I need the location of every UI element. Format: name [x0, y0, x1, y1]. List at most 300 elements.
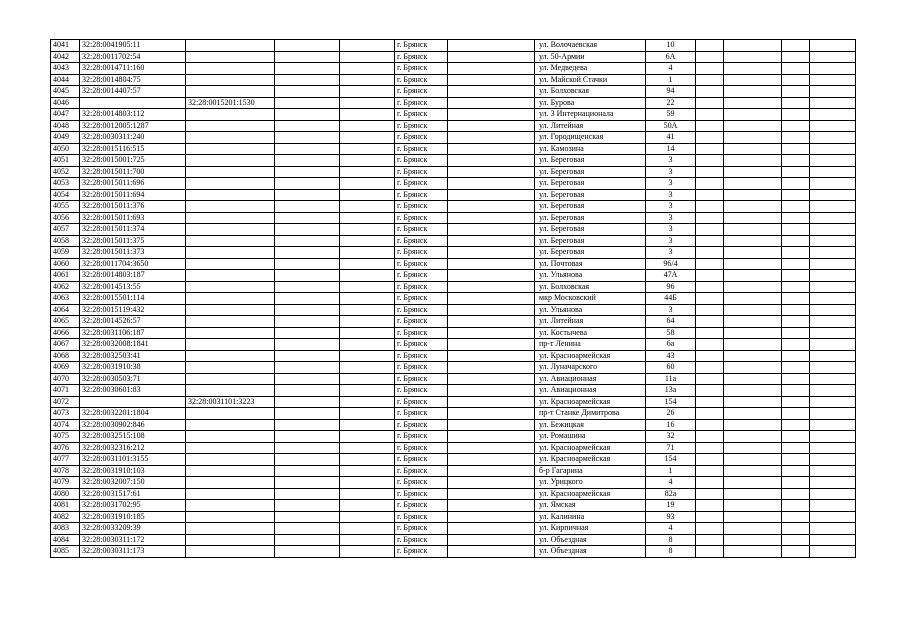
- house-number-cell: 47А: [646, 270, 696, 282]
- table-row: [51, 201, 856, 213]
- row-number-cell: 4065: [51, 316, 80, 328]
- empty-cell: [810, 63, 856, 75]
- empty-cell: [448, 189, 535, 201]
- street-cell: ул. Красноармейская: [535, 396, 646, 408]
- city-cell: г. Брянск: [395, 408, 448, 420]
- empty-cell: [275, 477, 340, 489]
- city-cell: г. Брянск: [395, 201, 448, 213]
- cadastral-number-cell: 32:28:0030902:846: [80, 419, 186, 431]
- empty-cell: [724, 511, 782, 523]
- street-cell: ул. Береговая: [535, 178, 646, 190]
- empty-cell: [696, 155, 724, 167]
- empty-cell: [696, 178, 724, 190]
- empty-cell: [724, 270, 782, 282]
- empty-cell: [810, 97, 856, 109]
- building-cadastral-cell: [186, 465, 275, 477]
- empty-cell: [340, 120, 395, 132]
- empty-cell: [275, 293, 340, 305]
- empty-cell: [810, 132, 856, 144]
- empty-cell: [448, 166, 535, 178]
- row-number-cell: 4064: [51, 304, 80, 316]
- empty-cell: [724, 419, 782, 431]
- empty-cell: [696, 224, 724, 236]
- house-number-cell: 4: [646, 63, 696, 75]
- empty-cell: [340, 97, 395, 109]
- city-cell: г. Брянск: [395, 523, 448, 535]
- table-row: [51, 120, 856, 132]
- cadastral-number-cell: 32:28:0012005:1287: [80, 120, 186, 132]
- house-number-cell: 3: [646, 247, 696, 259]
- building-cadastral-cell: [186, 120, 275, 132]
- empty-cell: [696, 408, 724, 420]
- empty-cell: [696, 201, 724, 213]
- street-cell: ул. Береговая: [535, 247, 646, 259]
- empty-cell: [782, 293, 810, 305]
- empty-cell: [782, 465, 810, 477]
- empty-cell: [810, 189, 856, 201]
- house-number-cell: 154: [646, 396, 696, 408]
- empty-cell: [782, 132, 810, 144]
- building-cadastral-cell: [186, 477, 275, 489]
- house-number-cell: 19: [646, 500, 696, 512]
- empty-cell: [724, 293, 782, 305]
- city-cell: г. Брянск: [395, 500, 448, 512]
- empty-cell: [696, 212, 724, 224]
- table-row: [51, 74, 856, 86]
- cadastral-number-cell: 32:28:0031517:61: [80, 488, 186, 500]
- empty-cell: [810, 327, 856, 339]
- row-number-cell: 4073: [51, 408, 80, 420]
- empty-cell: [810, 488, 856, 500]
- cadastral-number-cell: 32:28:0015011:373: [80, 247, 186, 259]
- empty-cell: [724, 109, 782, 121]
- empty-cell: [724, 316, 782, 328]
- empty-cell: [696, 385, 724, 397]
- empty-cell: [782, 40, 810, 52]
- row-number-cell: 4052: [51, 166, 80, 178]
- empty-cell: [448, 316, 535, 328]
- empty-cell: [275, 408, 340, 420]
- city-cell: г. Брянск: [395, 465, 448, 477]
- building-cadastral-cell: [186, 132, 275, 144]
- empty-cell: [696, 120, 724, 132]
- city-cell: г. Брянск: [395, 454, 448, 466]
- empty-cell: [810, 212, 856, 224]
- empty-cell: [275, 546, 340, 558]
- row-number-cell: 4045: [51, 86, 80, 98]
- row-number-cell: 4043: [51, 63, 80, 75]
- house-number-cell: 4: [646, 477, 696, 489]
- empty-cell: [724, 523, 782, 535]
- row-number-cell: 4057: [51, 224, 80, 236]
- empty-cell: [782, 431, 810, 443]
- building-cadastral-cell: [186, 74, 275, 86]
- city-cell: г. Брянск: [395, 212, 448, 224]
- building-cadastral-cell: [186, 40, 275, 52]
- empty-cell: [340, 270, 395, 282]
- empty-cell: [340, 465, 395, 477]
- cadastral-number-cell: 32:28:0014803:112: [80, 109, 186, 121]
- empty-cell: [275, 63, 340, 75]
- building-cadastral-cell: [186, 546, 275, 558]
- empty-cell: [724, 304, 782, 316]
- empty-cell: [782, 419, 810, 431]
- cadastral-number-cell: 32:28:0032515:108: [80, 431, 186, 443]
- empty-cell: [696, 74, 724, 86]
- empty-cell: [782, 500, 810, 512]
- building-cadastral-cell: [186, 419, 275, 431]
- table-row: [51, 373, 856, 385]
- empty-cell: [724, 247, 782, 259]
- empty-cell: [275, 247, 340, 259]
- empty-cell: [810, 178, 856, 190]
- empty-cell: [696, 293, 724, 305]
- house-number-cell: 94: [646, 86, 696, 98]
- empty-cell: [782, 488, 810, 500]
- empty-cell: [724, 465, 782, 477]
- cadastral-number-cell: 32:28:0031702:95: [80, 500, 186, 512]
- table-row: [51, 281, 856, 293]
- empty-cell: [724, 396, 782, 408]
- house-number-cell: 71: [646, 442, 696, 454]
- empty-cell: [696, 258, 724, 270]
- empty-cell: [340, 178, 395, 190]
- empty-cell: [724, 339, 782, 351]
- empty-cell: [782, 304, 810, 316]
- row-number-cell: 4078: [51, 465, 80, 477]
- city-cell: г. Брянск: [395, 281, 448, 293]
- house-number-cell: 93: [646, 511, 696, 523]
- empty-cell: [724, 385, 782, 397]
- empty-cell: [782, 327, 810, 339]
- empty-cell: [782, 235, 810, 247]
- row-number-cell: 4080: [51, 488, 80, 500]
- empty-cell: [810, 247, 856, 259]
- table-row: [51, 431, 856, 443]
- cadastral-number-cell: 32:28:0032316:212: [80, 442, 186, 454]
- row-number-cell: 4044: [51, 74, 80, 86]
- empty-cell: [448, 132, 535, 144]
- row-number-cell: 4061: [51, 270, 80, 282]
- empty-cell: [782, 155, 810, 167]
- empty-cell: [724, 500, 782, 512]
- empty-cell: [810, 500, 856, 512]
- row-number-cell: 4085: [51, 546, 80, 558]
- register-table: [50, 39, 856, 558]
- house-number-cell: 4: [646, 523, 696, 535]
- empty-cell: [782, 350, 810, 362]
- empty-cell: [275, 488, 340, 500]
- cadastral-number-cell: 32:28:0031101:3155: [80, 454, 186, 466]
- city-cell: г. Брянск: [395, 247, 448, 259]
- empty-cell: [724, 362, 782, 374]
- empty-cell: [275, 74, 340, 86]
- city-cell: г. Брянск: [395, 258, 448, 270]
- empty-cell: [275, 235, 340, 247]
- empty-cell: [724, 408, 782, 420]
- empty-cell: [275, 86, 340, 98]
- street-cell: ул. Красноармейская: [535, 488, 646, 500]
- empty-cell: [724, 143, 782, 155]
- empty-cell: [782, 442, 810, 454]
- empty-cell: [696, 235, 724, 247]
- table-row: [51, 247, 856, 259]
- row-number-cell: 4055: [51, 201, 80, 213]
- empty-cell: [696, 304, 724, 316]
- row-number-cell: 4084: [51, 534, 80, 546]
- empty-cell: [810, 155, 856, 167]
- table-row: [51, 534, 856, 546]
- empty-cell: [448, 396, 535, 408]
- street-cell: ул. Красноармейская: [535, 350, 646, 362]
- building-cadastral-cell: [186, 350, 275, 362]
- empty-cell: [810, 339, 856, 351]
- empty-cell: [782, 143, 810, 155]
- street-cell: ул. Камозина: [535, 143, 646, 155]
- empty-cell: [696, 40, 724, 52]
- building-cadastral-cell: [186, 270, 275, 282]
- empty-cell: [340, 155, 395, 167]
- empty-cell: [724, 63, 782, 75]
- empty-cell: [782, 454, 810, 466]
- empty-cell: [810, 235, 856, 247]
- house-number-cell: 41: [646, 132, 696, 144]
- row-number-cell: 4076: [51, 442, 80, 454]
- city-cell: г. Брянск: [395, 362, 448, 374]
- street-cell: ул. Бежицкая: [535, 419, 646, 431]
- street-cell: мкр Московский: [535, 293, 646, 305]
- empty-cell: [810, 396, 856, 408]
- empty-cell: [448, 327, 535, 339]
- street-cell: ул. Болховская: [535, 86, 646, 98]
- building-cadastral-cell: [186, 327, 275, 339]
- empty-cell: [340, 247, 395, 259]
- city-cell: г. Брянск: [395, 74, 448, 86]
- building-cadastral-cell: [186, 293, 275, 305]
- empty-cell: [782, 189, 810, 201]
- empty-cell: [448, 86, 535, 98]
- row-number-cell: 4048: [51, 120, 80, 132]
- street-cell: ул. Береговая: [535, 224, 646, 236]
- empty-cell: [448, 224, 535, 236]
- cadastral-number-cell: 32:28:0030503:71: [80, 373, 186, 385]
- empty-cell: [724, 201, 782, 213]
- empty-cell: [696, 327, 724, 339]
- empty-cell: [448, 201, 535, 213]
- row-number-cell: 4058: [51, 235, 80, 247]
- empty-cell: [340, 350, 395, 362]
- empty-cell: [810, 477, 856, 489]
- empty-cell: [782, 74, 810, 86]
- building-cadastral-cell: [186, 534, 275, 546]
- empty-cell: [275, 97, 340, 109]
- building-cadastral-cell: [186, 189, 275, 201]
- building-cadastral-cell: [186, 385, 275, 397]
- empty-cell: [275, 258, 340, 270]
- empty-cell: [782, 396, 810, 408]
- empty-cell: [448, 419, 535, 431]
- empty-cell: [448, 350, 535, 362]
- empty-cell: [448, 546, 535, 558]
- house-number-cell: 32: [646, 431, 696, 443]
- row-number-cell: 4074: [51, 419, 80, 431]
- street-cell: ул. Калинина: [535, 511, 646, 523]
- empty-cell: [275, 316, 340, 328]
- row-number-cell: 4047: [51, 109, 80, 121]
- street-cell: ул. Авиационная: [535, 385, 646, 397]
- empty-cell: [724, 442, 782, 454]
- cadastral-number-cell: 32:28:0015011:693: [80, 212, 186, 224]
- row-number-cell: 4081: [51, 500, 80, 512]
- empty-cell: [724, 534, 782, 546]
- table-row: [51, 465, 856, 477]
- empty-cell: [340, 166, 395, 178]
- empty-cell: [782, 270, 810, 282]
- empty-cell: [782, 201, 810, 213]
- empty-cell: [275, 51, 340, 63]
- empty-cell: [340, 132, 395, 144]
- empty-cell: [275, 166, 340, 178]
- empty-cell: [810, 40, 856, 52]
- empty-cell: [724, 51, 782, 63]
- table-row: [51, 304, 856, 316]
- empty-cell: [448, 523, 535, 535]
- house-number-cell: 3: [646, 201, 696, 213]
- house-number-cell: 3: [646, 155, 696, 167]
- street-cell: ул. Бурова: [535, 97, 646, 109]
- building-cadastral-cell: [186, 143, 275, 155]
- empty-cell: [810, 201, 856, 213]
- house-number-cell: 1: [646, 465, 696, 477]
- street-cell: ул. 50-Армии: [535, 51, 646, 63]
- empty-cell: [340, 477, 395, 489]
- empty-cell: [275, 442, 340, 454]
- cadastral-number-cell: 32:28:0015011:375: [80, 235, 186, 247]
- cadastral-number-cell: 32:28:0031910:38: [80, 362, 186, 374]
- empty-cell: [810, 431, 856, 443]
- street-cell: ул. Береговая: [535, 235, 646, 247]
- cadastral-number-cell: 32:28:0032503:41: [80, 350, 186, 362]
- empty-cell: [696, 419, 724, 431]
- empty-cell: [340, 51, 395, 63]
- row-number-cell: 4060: [51, 258, 80, 270]
- empty-cell: [782, 373, 810, 385]
- street-cell: ул. Красноармейская: [535, 454, 646, 466]
- cadastral-number-cell: [80, 97, 186, 109]
- cadastral-number-cell: 32:28:0015501:114: [80, 293, 186, 305]
- street-cell: ул. Ульянова: [535, 270, 646, 282]
- street-cell: пр-т Ленина: [535, 339, 646, 351]
- house-number-cell: 59: [646, 109, 696, 121]
- row-number-cell: 4069: [51, 362, 80, 374]
- row-number-cell: 4072: [51, 396, 80, 408]
- house-number-cell: 50А: [646, 120, 696, 132]
- street-cell: ул. Волочаевская: [535, 40, 646, 52]
- row-number-cell: 4054: [51, 189, 80, 201]
- street-cell: ул. Ульянова: [535, 304, 646, 316]
- cadastral-number-cell: 32:28:0032007:150: [80, 477, 186, 489]
- table-row: [51, 316, 856, 328]
- cadastral-number-cell: 32:28:0041905:11: [80, 40, 186, 52]
- house-number-cell: 96/4: [646, 258, 696, 270]
- empty-cell: [724, 189, 782, 201]
- empty-cell: [275, 385, 340, 397]
- city-cell: г. Брянск: [395, 86, 448, 98]
- empty-cell: [275, 224, 340, 236]
- empty-cell: [275, 373, 340, 385]
- empty-cell: [275, 511, 340, 523]
- building-cadastral-cell: [186, 166, 275, 178]
- cadastral-number-cell: 32:28:0031910:103: [80, 465, 186, 477]
- empty-cell: [782, 212, 810, 224]
- city-cell: г. Брянск: [395, 327, 448, 339]
- house-number-cell: 14: [646, 143, 696, 155]
- city-cell: г. Брянск: [395, 166, 448, 178]
- empty-cell: [340, 362, 395, 374]
- empty-cell: [810, 109, 856, 121]
- empty-cell: [340, 454, 395, 466]
- empty-cell: [810, 120, 856, 132]
- empty-cell: [724, 546, 782, 558]
- city-cell: г. Брянск: [395, 51, 448, 63]
- empty-cell: [696, 500, 724, 512]
- empty-cell: [340, 546, 395, 558]
- street-cell: ул. Береговая: [535, 155, 646, 167]
- building-cadastral-cell: [186, 51, 275, 63]
- empty-cell: [724, 327, 782, 339]
- empty-cell: [340, 488, 395, 500]
- empty-cell: [724, 373, 782, 385]
- empty-cell: [724, 40, 782, 52]
- city-cell: г. Брянск: [395, 63, 448, 75]
- empty-cell: [696, 189, 724, 201]
- empty-cell: [448, 120, 535, 132]
- street-cell: ул. Береговая: [535, 201, 646, 213]
- building-cadastral-cell: [186, 212, 275, 224]
- table-row: [51, 178, 856, 190]
- building-cadastral-cell: [186, 488, 275, 500]
- house-number-cell: 96: [646, 281, 696, 293]
- empty-cell: [782, 339, 810, 351]
- city-cell: г. Брянск: [395, 316, 448, 328]
- building-cadastral-cell: [186, 523, 275, 535]
- street-cell: ул. Медведева: [535, 63, 646, 75]
- empty-cell: [696, 442, 724, 454]
- cadastral-number-cell: [80, 396, 186, 408]
- empty-cell: [696, 63, 724, 75]
- empty-cell: [448, 212, 535, 224]
- house-number-cell: 3: [646, 178, 696, 190]
- empty-cell: [275, 362, 340, 374]
- cadastral-number-cell: 32:28:0015119:432: [80, 304, 186, 316]
- empty-cell: [275, 339, 340, 351]
- cadastral-number-cell: 32:28:0014804:75: [80, 74, 186, 86]
- empty-cell: [448, 511, 535, 523]
- city-cell: г. Брянск: [395, 488, 448, 500]
- empty-cell: [782, 408, 810, 420]
- empty-cell: [724, 120, 782, 132]
- empty-cell: [275, 350, 340, 362]
- empty-cell: [275, 534, 340, 546]
- empty-cell: [448, 281, 535, 293]
- register-body: [51, 40, 856, 558]
- cadastral-number-cell: 32:28:0011702:54: [80, 51, 186, 63]
- empty-cell: [448, 109, 535, 121]
- table-row: [51, 546, 856, 558]
- empty-cell: [696, 477, 724, 489]
- table-row: [51, 189, 856, 201]
- house-number-cell: 43: [646, 350, 696, 362]
